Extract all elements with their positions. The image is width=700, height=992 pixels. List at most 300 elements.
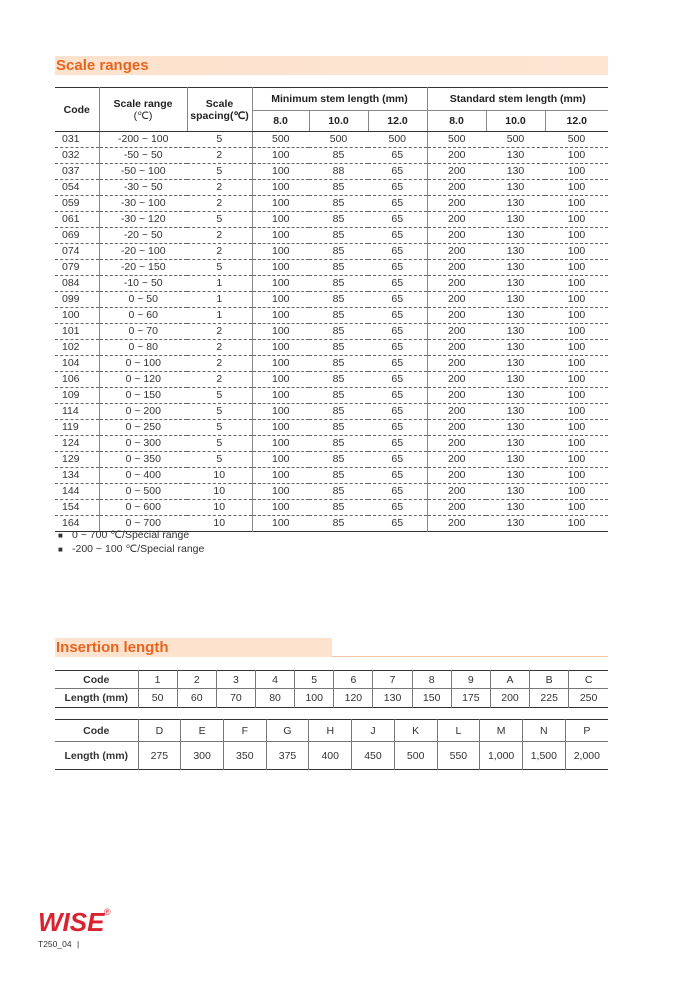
table-cell: 85 bbox=[309, 244, 368, 260]
bullet-icon: ■ bbox=[58, 544, 63, 554]
insertion-length-cell: 2,000 bbox=[565, 742, 608, 770]
table-cell: 100 bbox=[252, 228, 309, 244]
table-cell: 200 bbox=[427, 276, 486, 292]
table-cell: 65 bbox=[368, 452, 427, 468]
table-cell: 130 bbox=[486, 404, 545, 420]
table-cell: 65 bbox=[368, 436, 427, 452]
table-cell: 2 bbox=[187, 148, 252, 164]
table-cell: 100 bbox=[252, 452, 309, 468]
cell-code: 079 bbox=[55, 260, 99, 276]
table-cell: 85 bbox=[309, 340, 368, 356]
insertion-code-cell: H bbox=[309, 720, 352, 742]
table-cell: 85 bbox=[309, 436, 368, 452]
table-cell: 200 bbox=[427, 468, 486, 484]
table-cell: 5 bbox=[187, 452, 252, 468]
table-cell: 100 bbox=[545, 372, 608, 388]
table-row bbox=[55, 356, 608, 372]
table-cell: -20 ~ 50 bbox=[99, 228, 187, 244]
table-row bbox=[55, 324, 608, 340]
cell-code: 101 bbox=[55, 324, 99, 340]
table-cell: 130 bbox=[486, 452, 545, 468]
table-cell: 100 bbox=[252, 148, 309, 164]
table-cell: 2 bbox=[187, 372, 252, 388]
table-cell: -10 ~ 50 bbox=[99, 276, 187, 292]
insertion-length-cell: 400 bbox=[309, 742, 352, 770]
cell-code: 104 bbox=[55, 356, 99, 372]
insertion-length-cell: 1,500 bbox=[522, 742, 565, 770]
table-row bbox=[55, 244, 608, 260]
table-cell: 5 bbox=[187, 132, 252, 148]
table-cell: 500 bbox=[545, 132, 608, 148]
table-cell: 85 bbox=[309, 292, 368, 308]
table-cell: 65 bbox=[368, 196, 427, 212]
registered-mark: ® bbox=[104, 907, 111, 917]
table-cell: 85 bbox=[309, 228, 368, 244]
table-cell: 85 bbox=[309, 404, 368, 420]
table-cell: 65 bbox=[368, 212, 427, 228]
insertion-length-cell: 250 bbox=[569, 689, 608, 708]
table-cell: 200 bbox=[427, 244, 486, 260]
table-cell: 85 bbox=[309, 260, 368, 276]
table-cell: 500 bbox=[368, 132, 427, 148]
insertion-length-cell: 50 bbox=[138, 689, 177, 708]
insertion-length-row bbox=[55, 742, 608, 770]
page-separator: | bbox=[76, 939, 80, 949]
table-row bbox=[55, 212, 608, 228]
table-cell: 5 bbox=[187, 260, 252, 276]
table-cell: 88 bbox=[309, 164, 368, 180]
table-cell: 130 bbox=[486, 340, 545, 356]
table-cell: 100 bbox=[252, 260, 309, 276]
table-cell: 130 bbox=[486, 228, 545, 244]
table-cell: 100 bbox=[252, 388, 309, 404]
table-cell: 65 bbox=[368, 292, 427, 308]
table-cell: 100 bbox=[252, 340, 309, 356]
table-cell: -30 ~ 50 bbox=[99, 180, 187, 196]
table-cell: 500 bbox=[486, 132, 545, 148]
insertion-length-cell: 60 bbox=[177, 689, 216, 708]
cell-code: 129 bbox=[55, 452, 99, 468]
insertion-length-cell: 350 bbox=[223, 742, 266, 770]
table-cell: 10 bbox=[213, 517, 226, 529]
cell-code: 134 bbox=[55, 468, 99, 484]
table-cell: 200 bbox=[427, 308, 486, 324]
insertion-code-cell: 2 bbox=[177, 671, 216, 689]
table-cell: 100 bbox=[252, 212, 309, 228]
table-cell: 65 bbox=[368, 340, 427, 356]
table-cell: 100 bbox=[252, 404, 309, 420]
cell-code: 114 bbox=[55, 404, 99, 420]
table-cell: 65 bbox=[368, 164, 427, 180]
table-cell: 100 bbox=[252, 308, 309, 324]
insertion-code-cell: K bbox=[394, 720, 437, 742]
cell-code: 069 bbox=[55, 228, 99, 244]
table-cell: 200 bbox=[427, 260, 486, 276]
table-cell: 5 bbox=[187, 404, 252, 420]
cell-code: 100 bbox=[55, 308, 99, 324]
bullet-icon: ■ bbox=[58, 531, 63, 540]
insertion-code-cell: 4 bbox=[255, 671, 294, 689]
table-row bbox=[55, 436, 608, 452]
cell-code: 032 bbox=[55, 148, 99, 164]
table-cell: 2 bbox=[187, 228, 252, 244]
table-cell: 100 bbox=[252, 276, 309, 292]
table-cell: 85 bbox=[309, 388, 368, 404]
table-row bbox=[55, 132, 608, 148]
table-cell: 100 bbox=[545, 340, 608, 356]
table-cell: 100 bbox=[252, 244, 309, 260]
table-cell: 100 bbox=[252, 468, 309, 484]
table-cell: 100 bbox=[252, 196, 309, 212]
header-scale-spacing-line2: spacing(℃) bbox=[190, 109, 249, 122]
table-cell: 100 bbox=[252, 164, 309, 180]
header-scale-range-line1: Scale range bbox=[113, 97, 173, 110]
table-cell: 65 bbox=[368, 388, 427, 404]
insertion-length-cell: 175 bbox=[451, 689, 490, 708]
table-row bbox=[55, 420, 608, 436]
table-cell: 2 bbox=[187, 180, 252, 196]
cell-code: 074 bbox=[55, 244, 99, 260]
table-cell: -200 ~ 100 bbox=[99, 132, 187, 148]
table-cell: 0 ~ 150 bbox=[99, 388, 187, 404]
insertion-code-cell: 6 bbox=[334, 671, 373, 689]
cell-code: 102 bbox=[55, 340, 99, 356]
table-cell: 200 bbox=[427, 292, 486, 308]
table-cell: 0 ~ 120 bbox=[99, 372, 187, 388]
table-cell: 100 bbox=[252, 372, 309, 388]
table-cell: 0 ~ 300 bbox=[99, 436, 187, 452]
table-cell: 100 bbox=[545, 292, 608, 308]
table-cell: 85 bbox=[309, 484, 368, 500]
table-cell: 65 bbox=[368, 420, 427, 436]
table-cell: -20 ~ 150 bbox=[99, 260, 187, 276]
table-cell: 1 bbox=[187, 292, 252, 308]
table-row bbox=[55, 276, 608, 292]
table-cell: 100 bbox=[545, 308, 608, 324]
table-cell: 130 bbox=[486, 196, 545, 212]
header-std-8: 8.0 bbox=[427, 111, 486, 132]
cell-code: 099 bbox=[55, 292, 99, 308]
cell-code: 124 bbox=[55, 436, 99, 452]
table-cell: 85 bbox=[309, 180, 368, 196]
table-cell: 200 bbox=[427, 164, 486, 180]
cell-code: 154 bbox=[55, 500, 99, 516]
header-minimum-stem-length: Minimum stem length (mm) bbox=[252, 88, 427, 111]
table-cell: 130 bbox=[486, 212, 545, 228]
table-cell: 85 bbox=[309, 212, 368, 228]
table-row bbox=[55, 228, 608, 244]
cell-code: 119 bbox=[55, 420, 99, 436]
header-std-10: 10.0 bbox=[486, 111, 545, 132]
table-cell: 200 bbox=[427, 404, 486, 420]
section-title-insertion-length: Insertion length bbox=[55, 638, 332, 657]
table-cell: -20 ~ 100 bbox=[99, 244, 187, 260]
insertion-code-cell: A bbox=[490, 671, 529, 689]
cell-code: 037 bbox=[55, 164, 99, 180]
code-label: Code bbox=[55, 671, 138, 689]
table-cell: 5 bbox=[187, 420, 252, 436]
table-cell: 100 bbox=[252, 500, 309, 516]
table-cell: 10 bbox=[187, 484, 252, 500]
insertion-length-cell: 1,000 bbox=[480, 742, 523, 770]
insertion-length-table-2 bbox=[55, 719, 608, 770]
table-cell: 100 bbox=[252, 420, 309, 436]
table-row bbox=[55, 388, 608, 404]
table-cell: 100 bbox=[545, 228, 608, 244]
table-cell: -50 ~ 100 bbox=[99, 164, 187, 180]
table-cell: 65 bbox=[368, 276, 427, 292]
insertion-length-cell: 450 bbox=[352, 742, 395, 770]
wise-logo bbox=[38, 906, 118, 938]
table-cell: 0 ~ 350 bbox=[99, 452, 187, 468]
insertion-code-cell: F bbox=[223, 720, 266, 742]
header-min-8: 8.0 bbox=[252, 111, 309, 132]
table-cell: -30 ~ 120 bbox=[99, 212, 187, 228]
header-std-12: 12.0 bbox=[545, 111, 608, 132]
cell-code: 061 bbox=[55, 212, 99, 228]
table-cell: 130 bbox=[486, 356, 545, 372]
table-cell: -30 ~ 100 bbox=[99, 196, 187, 212]
table-cell: 130 bbox=[486, 276, 545, 292]
table-row bbox=[55, 196, 608, 212]
insertion-code-cell: 3 bbox=[216, 671, 255, 689]
table-row bbox=[55, 260, 608, 276]
table-cell: 85 bbox=[309, 196, 368, 212]
table-cell: -50 ~ 50 bbox=[99, 148, 187, 164]
table-cell: 130 bbox=[486, 468, 545, 484]
note-text: -200 ~ 100 ℃/Special range bbox=[72, 542, 205, 555]
insertion-length-cell: 150 bbox=[412, 689, 451, 708]
cell-code: 106 bbox=[55, 372, 99, 388]
table-cell: 5 bbox=[187, 164, 252, 180]
table-row bbox=[55, 340, 608, 356]
table-cell: 130 bbox=[486, 244, 545, 260]
insertion-code-cell: E bbox=[181, 720, 224, 742]
cell-code: 031 bbox=[55, 132, 99, 148]
logo-text: WISE bbox=[38, 907, 105, 937]
table-cell: 130 bbox=[486, 180, 545, 196]
table-cell: 100 bbox=[545, 468, 608, 484]
table-cell: 100 bbox=[545, 180, 608, 196]
header-scale-range-line2: (℃) bbox=[133, 109, 153, 122]
insertion-code-cell: 1 bbox=[138, 671, 177, 689]
insertion-code-cell: 5 bbox=[295, 671, 334, 689]
table-cell: 85 bbox=[309, 148, 368, 164]
table-cell: 2 bbox=[187, 324, 252, 340]
table-row bbox=[55, 292, 608, 308]
table-cell: 200 bbox=[427, 388, 486, 404]
table-cell: 65 bbox=[368, 468, 427, 484]
table-cell: 0 ~ 60 bbox=[99, 308, 187, 324]
table-cell: 2 bbox=[187, 196, 252, 212]
table-cell: 200 bbox=[427, 372, 486, 388]
table-row bbox=[55, 372, 608, 388]
insertion-length-cell: 100 bbox=[295, 689, 334, 708]
table-cell: 0 ~ 100 bbox=[99, 356, 187, 372]
note-item bbox=[58, 543, 204, 557]
insertion-code-cell: M bbox=[480, 720, 523, 742]
table-cell: 130 bbox=[486, 388, 545, 404]
table-cell: 100 bbox=[567, 517, 586, 529]
table-cell: 130 bbox=[486, 324, 545, 340]
insertion-length-cell: 225 bbox=[530, 689, 569, 708]
table-cell: 130 bbox=[486, 484, 545, 500]
insertion-code-cell: G bbox=[266, 720, 309, 742]
table-cell: 100 bbox=[252, 436, 309, 452]
table-cell: 500 bbox=[427, 132, 486, 148]
insertion-code-cell: B bbox=[530, 671, 569, 689]
table-cell: 130 bbox=[486, 372, 545, 388]
table-cell: 65 bbox=[368, 308, 427, 324]
table-cell: 200 bbox=[427, 500, 486, 516]
insertion-code-cell: J bbox=[352, 720, 395, 742]
table-cell: 0 ~ 200 bbox=[99, 404, 187, 420]
table-row bbox=[55, 148, 608, 164]
table-cell: 85 bbox=[309, 324, 368, 340]
table-cell: 200 bbox=[427, 340, 486, 356]
table-cell: 0 ~ 250 bbox=[99, 420, 187, 436]
table-cell: 5 bbox=[187, 436, 252, 452]
insertion-code-cell: D bbox=[138, 720, 181, 742]
header-min-12: 12.0 bbox=[368, 111, 427, 132]
table-cell: 85 bbox=[309, 276, 368, 292]
table-cell: 130 bbox=[486, 164, 545, 180]
table-cell: 85 bbox=[309, 308, 368, 324]
scale-ranges-body bbox=[55, 132, 608, 532]
table-cell: 10 bbox=[187, 468, 252, 484]
table-cell: 85 bbox=[332, 517, 345, 529]
table-cell: 100 bbox=[545, 452, 608, 468]
header-scale-spacing bbox=[187, 88, 252, 132]
insertion-length-cell: 70 bbox=[216, 689, 255, 708]
cell-code: 109 bbox=[55, 388, 99, 404]
table-cell: 100 bbox=[545, 404, 608, 420]
table-cell: 200 bbox=[427, 516, 486, 532]
section-title-scale-ranges: Scale ranges bbox=[55, 56, 608, 75]
insertion-code-cell: 8 bbox=[412, 671, 451, 689]
insertion-length-table-1 bbox=[55, 670, 608, 708]
table-cell: 200 bbox=[427, 180, 486, 196]
table-cell: 100 bbox=[252, 484, 309, 500]
table-cell: 65 bbox=[368, 356, 427, 372]
table-cell: 0 ~ 600 bbox=[99, 500, 187, 516]
table-cell: 200 bbox=[427, 324, 486, 340]
table-cell: 0 ~ 500 bbox=[99, 484, 187, 500]
note-item bbox=[58, 529, 204, 543]
table-cell: 0 ~ 70 bbox=[99, 324, 187, 340]
table-cell: 100 bbox=[545, 276, 608, 292]
table-cell: 130 bbox=[506, 517, 525, 529]
table-cell: 500 bbox=[252, 132, 309, 148]
insertion-code-cell: P bbox=[565, 720, 608, 742]
scale-ranges-table bbox=[55, 87, 608, 532]
table-cell: 85 bbox=[309, 356, 368, 372]
table-cell: 200 bbox=[427, 452, 486, 468]
page-code bbox=[38, 939, 79, 949]
insertion-length-cell: 375 bbox=[266, 742, 309, 770]
table-cell: 65 bbox=[368, 244, 427, 260]
table-cell: 5 bbox=[187, 388, 252, 404]
table-cell: 100 bbox=[545, 148, 608, 164]
table-cell: 200 bbox=[427, 148, 486, 164]
insertion-code-cell: 7 bbox=[373, 671, 412, 689]
table-cell: 65 bbox=[368, 148, 427, 164]
table-cell: 130 bbox=[486, 436, 545, 452]
table-cell: 100 bbox=[252, 516, 309, 532]
header-scale-range bbox=[99, 88, 187, 132]
table-cell: 200 bbox=[427, 212, 486, 228]
insertion-code-cell: N bbox=[522, 720, 565, 742]
table-cell: 85 bbox=[309, 468, 368, 484]
table-cell: 100 bbox=[545, 500, 608, 516]
insertion-code-cell: 9 bbox=[451, 671, 490, 689]
insertion-length-cell: 275 bbox=[138, 742, 181, 770]
table-cell: 100 bbox=[545, 436, 608, 452]
table-cell: 500 bbox=[309, 132, 368, 148]
table-cell: 5 bbox=[187, 212, 252, 228]
table-cell: 130 bbox=[486, 500, 545, 516]
table-cell: 130 bbox=[486, 420, 545, 436]
insertion-length-cell: 80 bbox=[255, 689, 294, 708]
table-cell: 130 bbox=[486, 308, 545, 324]
table-cell: 100 bbox=[252, 180, 309, 196]
header-min-10: 10.0 bbox=[309, 111, 368, 132]
table-cell: 100 bbox=[252, 324, 309, 340]
table-cell: 85 bbox=[309, 372, 368, 388]
table-cell: 130 bbox=[486, 292, 545, 308]
table-cell: 1 bbox=[187, 276, 252, 292]
code-label: Code bbox=[55, 720, 138, 742]
table-cell: 200 bbox=[427, 196, 486, 212]
table-cell: 65 bbox=[368, 228, 427, 244]
table-row bbox=[55, 164, 608, 180]
table-cell: 10 bbox=[187, 500, 252, 516]
table-cell: 100 bbox=[545, 212, 608, 228]
cell-code: 059 bbox=[55, 196, 99, 212]
table-cell: 2 bbox=[187, 356, 252, 372]
table-cell: 65 bbox=[368, 260, 427, 276]
insertion-code-row bbox=[55, 671, 608, 689]
insertion-length-row bbox=[55, 689, 608, 708]
table-cell: 65 bbox=[368, 500, 427, 516]
table-cell: 65 bbox=[368, 372, 427, 388]
header-scale-spacing-line1: Scale bbox=[205, 97, 234, 110]
table-cell: 0 ~ 400 bbox=[99, 468, 187, 484]
insertion-code-cell: C bbox=[569, 671, 608, 689]
table-cell: 200 bbox=[427, 420, 486, 436]
insertion-length-cell: 500 bbox=[394, 742, 437, 770]
table-row bbox=[55, 404, 608, 420]
table-cell: 0 ~ 80 bbox=[99, 340, 187, 356]
table-row bbox=[55, 500, 608, 516]
table-cell: 100 bbox=[545, 388, 608, 404]
table-cell: 100 bbox=[545, 484, 608, 500]
insertion-length-cell: 300 bbox=[181, 742, 224, 770]
table-row bbox=[55, 468, 608, 484]
title-underline bbox=[332, 656, 608, 657]
table-cell: 100 bbox=[545, 196, 608, 212]
table-row bbox=[55, 308, 608, 324]
table-cell: 65 bbox=[391, 517, 404, 529]
table-cell: 100 bbox=[252, 292, 309, 308]
table-cell: 2 bbox=[187, 340, 252, 356]
table-cell: 130 bbox=[486, 260, 545, 276]
insertion-code-row bbox=[55, 720, 608, 742]
table-cell: 100 bbox=[545, 244, 608, 260]
length-label: Length (mm) bbox=[64, 692, 129, 704]
table-cell: 200 bbox=[427, 356, 486, 372]
insertion-length-cell: 550 bbox=[437, 742, 480, 770]
